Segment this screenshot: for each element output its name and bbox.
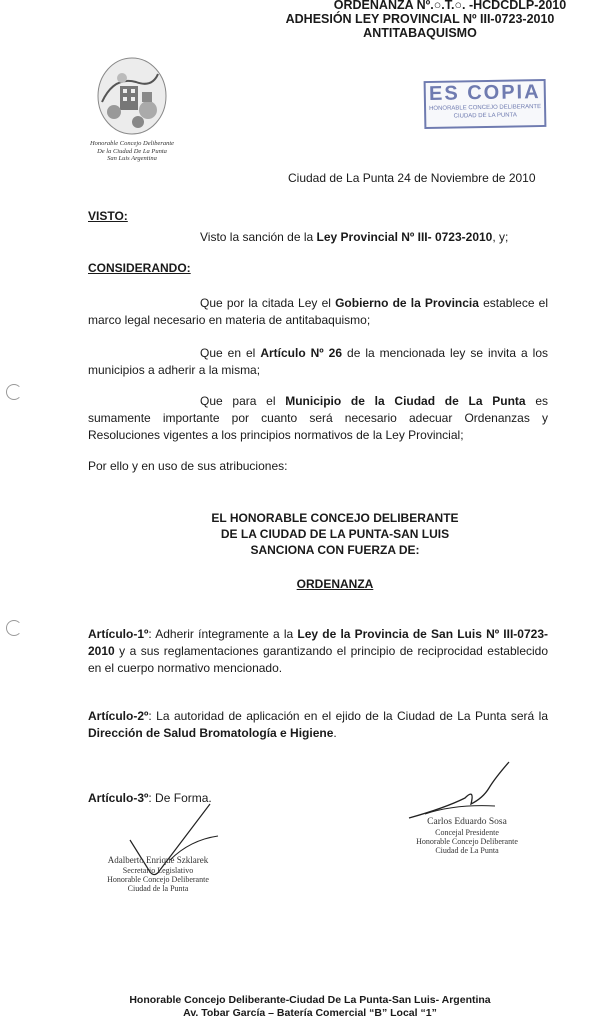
ordinance-number: ORDENANZA Nº.○.T.○. -HCDCDLP-2010 <box>333 0 567 12</box>
sanciona-block <box>160 510 510 558</box>
paragraph-text: Que en el <box>200 346 261 360</box>
paragraph-text: de la mencionada ley se invita a los municipios a adherir a la misma; <box>88 346 549 377</box>
sanciona-line: DE LA CIUDAD DE LA PUNTA-SAN LUIS <box>220 527 450 541</box>
copy-stamp <box>424 79 547 129</box>
article-1 <box>88 626 548 677</box>
considerando-paragraph-3 <box>88 393 548 444</box>
signatory-org: Ciudad de la Punta <box>127 884 189 893</box>
logo-caption-line: San Luis Argentina <box>107 155 157 162</box>
paragraph-text: establece el marco legal necesario en materia de antitabaquismo; <box>88 296 548 327</box>
considerando-paragraph-2 <box>88 345 548 379</box>
article-text: y a sus reglamentaciones garantizando el principio de reciprocidad establecido en el cuerpo normativo mencionado. <box>88 644 548 675</box>
article-bold: Ley de la Provincia de San Luis Nº III-0723-2010 <box>88 627 548 658</box>
article-2 <box>88 708 548 742</box>
stamp-line: CIUDAD DE LA PUNTA <box>453 112 517 120</box>
visto-text: Visto la sanción de la <box>200 230 317 244</box>
footer-line: Av. Tobar García – Batería Comercial “B” Local “1” <box>183 1007 437 1019</box>
logo-caption <box>82 140 182 163</box>
stamp-title: ES COPIA <box>428 81 541 105</box>
paragraph-bold: Gobierno de la Provincia <box>335 296 479 310</box>
article-label: Artículo-3º <box>88 791 149 805</box>
punch-hole-icon <box>6 384 22 400</box>
law-reference: Ley Provincial Nº III- 0723-2010 <box>316 230 493 244</box>
sanciona-line: SANCIONA CON FUERZA DE: <box>250 543 420 557</box>
sanciona-line: EL HONORABLE CONCEJO DELIBERANTE <box>211 511 459 525</box>
paragraph-bold: Artículo Nº 26 <box>260 346 343 360</box>
signatory-org: Honorable Concejo Deliberante <box>107 875 209 884</box>
signatory-role: Secretario Legislativo <box>122 866 194 875</box>
ordinance-header <box>230 0 610 40</box>
page-footer <box>60 994 560 1020</box>
signatory-org: Ciudad de La Punta <box>435 846 499 855</box>
considerando-heading: CONSIDERANDO: <box>88 261 191 275</box>
signatory-name: Carlos Eduardo Sosa <box>427 817 507 827</box>
signature-right-block <box>402 816 532 855</box>
footer-line: Honorable Concejo Deliberante-Ciudad De La Punta-San Luis- Argentina <box>129 994 491 1006</box>
paragraph-text: es sumamente importante por cuanto será necesario adecuar Ordenanzas y Resoluciones vigentes a los principios normativos de la Ley Provincial; <box>88 394 548 442</box>
considerando-paragraph-1 <box>88 295 548 329</box>
punch-hole-icon <box>6 620 22 636</box>
stamp-line: HONORABLE CONCEJO DELIBERANTE <box>429 104 542 112</box>
visto-text-end: , y; <box>492 230 509 244</box>
article-bold: Dirección de Salud Bromatología e Higiene <box>88 726 334 740</box>
paragraph-bold: Municipio de la Ciudad de La Punta <box>285 394 526 408</box>
ordenanza-title: ORDENANZA <box>296 577 374 591</box>
logo-caption-line: De la Ciudad De La Punta <box>97 147 167 155</box>
signatory-name: Adalberto Enrique Szklarek <box>107 855 209 865</box>
ordinance-topic: ANTITABAQUISMO <box>363 26 477 40</box>
council-logo <box>92 56 170 136</box>
date-line: Ciudad de La Punta 24 de Noviembre de 2010 <box>288 171 536 185</box>
visto-heading: VISTO: <box>88 209 128 223</box>
article-text: : La autoridad de aplicación en el ejido de la Ciudad de La Punta será la <box>148 709 548 723</box>
ordinance-subject: ADHESIÓN LEY PROVINCIAL Nº III-0723-2010 <box>285 12 555 26</box>
article-label: Artículo-1º <box>88 627 149 641</box>
article-text: : Adherir íntegramente a la <box>148 627 298 641</box>
paragraph-text: Que para el <box>200 394 286 408</box>
signatory-role: Concejal Presidente <box>435 828 499 837</box>
paragraph-text: Que por la citada Ley el <box>200 296 336 310</box>
article-text: . <box>333 726 337 740</box>
considerando-paragraph-4: Por ello y en uso de sus atribuciones: <box>88 459 288 473</box>
signatory-org: Honorable Concejo Deliberante <box>416 837 518 846</box>
visto-paragraph <box>200 229 508 246</box>
logo-caption-line: Honorable Concejo Deliberante <box>89 140 175 147</box>
article-label: Artículo-2º <box>88 709 149 723</box>
signature-left-block <box>88 855 228 893</box>
article-text: : De Forma. <box>148 791 212 805</box>
